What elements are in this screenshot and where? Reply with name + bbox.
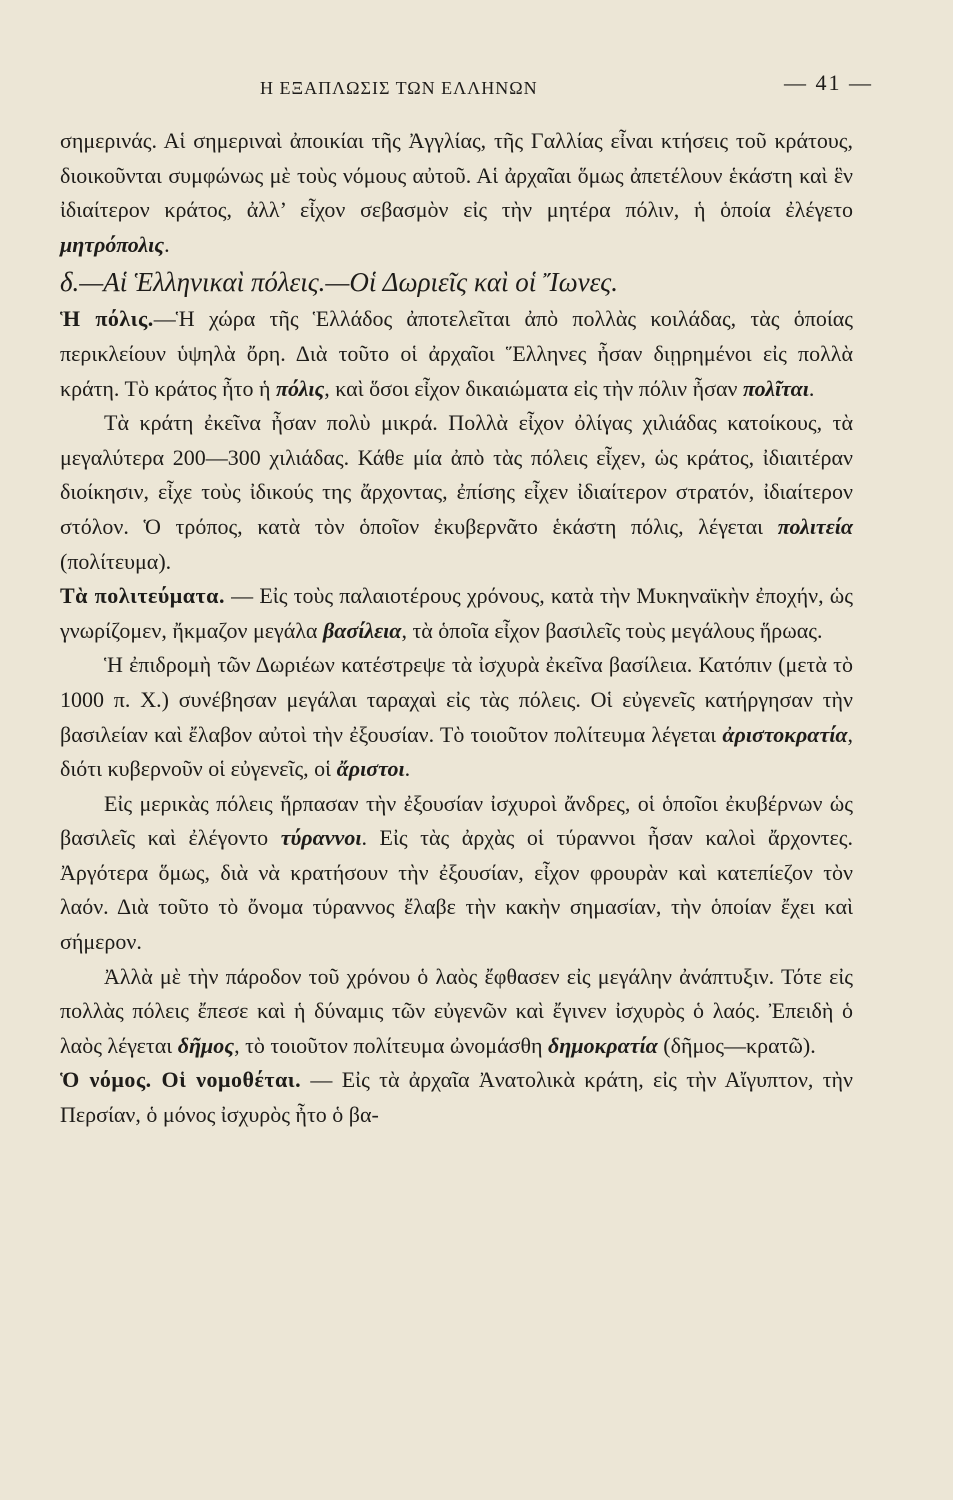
paragraph-p8: [60, 1063, 853, 1132]
key-term: δημοκρατία: [548, 1032, 658, 1058]
paragraph-p3: [60, 406, 853, 579]
text-run: σημερινάς. Αἱ σημεριναὶ ἀποικίαι τῆς Ἀγγλίας, τῆς Γαλλίας εἶναι κτήσεις τοῦ κράτους, διοικοῦνται συμφώνως μὲ τοὺς νόμους αὐτοῦ. Αἱ ἀρχαῖαι ὅμως ἀπετέλουν ἑκάστη καὶ ἓν ἰδιαίτερον κράτος, ἀλλ’ εἶχον σεβασμὸν εἰς τὴν μητέρα πόλιν, ἡ ὁποία ἐλέγετο: [60, 128, 853, 223]
text-run: , τὸ τοιοῦτον πολίτευμα ὠνομάσθη: [234, 1032, 548, 1058]
paragraph-p5: [60, 648, 853, 786]
paragraph-p6: [60, 787, 853, 960]
text-run: (πολίτευμα).: [60, 548, 172, 574]
run-in-heading: Τὰ πολιτεύματα.: [60, 583, 225, 609]
key-term: ἀριστοκρατία: [722, 721, 848, 747]
key-term: δῆμος: [177, 1032, 235, 1058]
text-run: (δῆμος—κρατῶ).: [657, 1032, 816, 1058]
paragraph-p4: [60, 579, 853, 648]
key-term: πολιτεία: [777, 513, 853, 539]
key-term: ἄριστοι: [336, 756, 405, 782]
paragraph-p1: [60, 124, 853, 262]
text-run: — Εἰς τοὺς παλαιοτέρους χρόνους, κατὰ τὴν Μυκηναϊκὴν ἐποχήν, ὡς γνωρίζομεν, ἤκμαζον μεγάλα: [60, 583, 853, 643]
section-heading: [60, 262, 853, 302]
run-in-heading: Ὁ νόμος. Οἱ νομοθέται.: [60, 1067, 302, 1093]
text-run: Ἡ ἐπιδρομὴ τῶν Δωριέων κατέστρεψε τὰ ἰσχυρὰ ἐκεῖνα βασίλεια. Κατόπιν (μετὰ τὸ 1000 π. Χ.) συνέβησαν μεγάλαι ταραχαὶ εἰς τὰς πόλεις. Οἱ εὐγενεῖς κατήργησαν τὴν βασιλείαν καὶ ἔλαβον αὐτοὶ τὴν ἐξουσίαν. Τὸ τοιοῦτον πολίτευμα λέγεται: [60, 652, 853, 747]
key-term: τύραννοι: [280, 825, 362, 851]
body-text: [60, 124, 853, 1133]
key-term: πόλις: [275, 375, 325, 401]
paragraph-p2: [60, 302, 853, 406]
text-run: , καὶ ὅσοι εἶχον δικαιώματα εἰς τὴν πόλιν ἦσαν: [324, 375, 743, 401]
text-run: Τὰ κράτη ἐκεῖνα ἦσαν πολὺ μικρά. Πολλὰ εἶχον ὀλίγας χιλιάδας κατοίκους, τὰ μεγαλύτερα 200—300 χιλιάδας. Κάθε μία ἀπὸ τὰς πόλεις εἶχεν, ὡς κράτος, ἰδιαιτέραν διοίκησιν, εἶχε τοὺς ἰδικούς της ἄρχοντας, ἐπίσης εἶχεν ἰδιαίτερον στρατόν, ἰδιαίτερον στόλον. Ὁ τρόπος, κατὰ τὸν ὁποῖον ἐκυβερνᾶτο ἑκάστη πόλις, λέγεται: [60, 410, 853, 539]
text-run: — Εἰς τὰ ἀρχαῖα Ἀνατολικὰ κράτη, εἰς τὴν Αἴγυπτον, τὴν Περσίαν, ὁ μόνος ἰσχυρὸς ἦτο ὁ βα-: [60, 1067, 853, 1128]
text-run: , διότι κυβερνοῦν οἱ εὐγενεῖς, οἱ: [60, 721, 853, 782]
key-term: πολῖται: [742, 375, 809, 401]
text-run: . Εἰς τὰς ἀρχὰς οἱ τύραννοι ἦσαν καλοὶ ἄρχοντες. Ἀργότερα ὅμως, διὰ νὰ κρατήσουν τὴν ἐξουσίαν, εἶχον φρουρὰν καὶ κατεπίεζον τὸν λαόν. Διὰ τοῦτο τὸ ὄνομα τύραννος ἔλαβε τὴν κακὴν σημασίαν, τὴν ὁποίαν ἔχει καὶ σήμερον.: [60, 825, 853, 955]
running-title: Η ΕΞΑΠΛΩΣΙΣ ΤΩΝ ΕΛΛΗΝΩΝ: [260, 78, 538, 98]
text-run: —Ἡ χώρα τῆς Ἑλλάδος ἀποτελεῖται ἀπὸ πολλὰς κοιλάδας, τὰς ὁποίας περικλείουν ὑψηλὰ ὄρη. Διὰ τοῦτο οἱ ἀρχαῖοι Ἕλληνες ἦσαν διῃρημένοι εἰς πολλὰ κράτη. Τὸ κράτος ἦτο ἡ: [60, 306, 854, 401]
text-run: Εἰς μερικὰς πόλεις ἥρπασαν τὴν ἐξουσίαν ἰσχυροὶ ἄνδρες, οἱ ὁποῖοι ἐκυβέρνων ὡς βασιλεῖς καὶ ἐλέγοντο: [60, 790, 853, 851]
key-term: μητρόπολις: [60, 231, 165, 257]
text-run: .: [404, 756, 411, 782]
paragraph-p7: [60, 960, 853, 1064]
run-in-heading: Ἡ πόλις.: [60, 306, 154, 332]
text-run: , τὰ ὁποῖα εἶχον βασιλεῖς τοὺς μεγάλους ἥρωας.: [401, 617, 823, 643]
text-run: .: [808, 375, 815, 401]
text-run: Ἀλλὰ μὲ τὴν πάροδον τοῦ χρόνου ὁ λαὸς ἔφθασεν εἰς μεγάλην ἀνάπτυξιν. Τότε εἰς πολλὰς πόλεις ἔπεσε καὶ ἡ δύναμις τῶν εὐγενῶν καὶ ἔγινεν ἰσχυρὸς ὁ λαός. Ἐπειδὴ ὁ λαὸς λέγεται: [60, 963, 853, 1058]
text-run: δ.—Αἱ Ἑλληνικαὶ πόλεις.—Οἱ Δωριεῖς καὶ οἱ Ἴωνες.: [60, 267, 618, 298]
key-term: βασίλεια: [322, 617, 402, 643]
page-number: — 41 —: [784, 70, 873, 95]
running-head: [60, 64, 873, 104]
text-run: .: [164, 231, 170, 257]
